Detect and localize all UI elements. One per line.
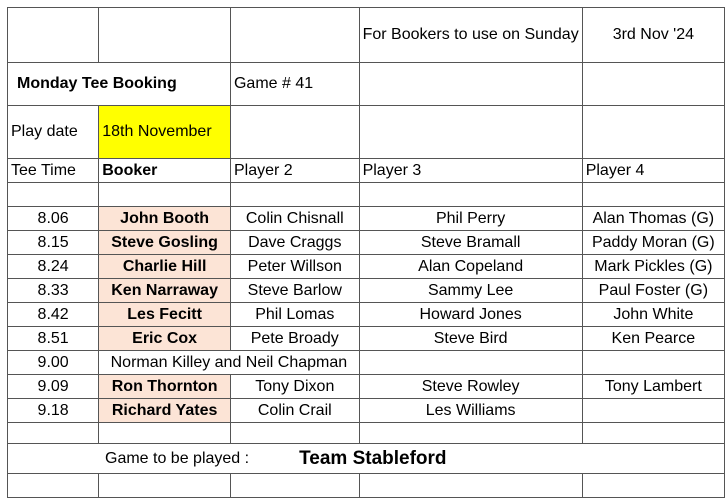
player-2-cell: Steve Barlow xyxy=(230,279,359,303)
tee-time: 9.00 xyxy=(8,351,99,375)
player-3-cell: Steve Rowley xyxy=(359,375,582,399)
player-4-cell: Paddy Moran (G) xyxy=(582,231,724,255)
player-2-cell: Colin Crail xyxy=(230,399,359,423)
table-row xyxy=(8,303,725,327)
column-header: Booker xyxy=(99,159,231,183)
table-row xyxy=(8,327,725,351)
empty-cell xyxy=(582,351,724,375)
booker-cell: Eric Cox xyxy=(99,327,231,351)
play-date-label: Play date xyxy=(8,106,99,159)
spacer-row xyxy=(8,474,725,498)
column-header: Player 4 xyxy=(582,159,724,183)
empty-cell xyxy=(582,106,724,159)
date-posted: 3rd Nov '24 xyxy=(582,8,724,63)
tee-time: 8.15 xyxy=(8,231,99,255)
empty-cell xyxy=(230,106,359,159)
game-label: Game to be played : xyxy=(8,444,360,474)
player-2-cell: Pete Broady xyxy=(230,327,359,351)
game-type: Team Stableford xyxy=(299,448,447,469)
booker-cell: Ron Thornton xyxy=(99,375,231,399)
booker-cell: Les Fecitt xyxy=(99,303,231,327)
table-row xyxy=(8,231,725,255)
play-date-value: 18th November xyxy=(99,106,231,159)
column-header-row xyxy=(8,159,725,183)
player-2-cell: Dave Craggs xyxy=(230,231,359,255)
player-3-cell: Steve Bramall xyxy=(359,231,582,255)
player-2-cell: Tony Dixon xyxy=(230,375,359,399)
player-4-cell: Paul Foster (G) xyxy=(582,279,724,303)
column-header: Player 3 xyxy=(359,159,582,183)
table-row xyxy=(8,207,725,231)
player-3-cell: Les Williams xyxy=(359,399,582,423)
tee-time: 8.42 xyxy=(8,303,99,327)
player-4-cell: Tony Lambert xyxy=(582,375,724,399)
empty-cell xyxy=(8,8,99,63)
booker-cell: John Booth xyxy=(99,207,231,231)
booker-cell: Steve Gosling xyxy=(99,231,231,255)
spacer-row xyxy=(8,183,725,207)
player-2-cell: Phil Lomas xyxy=(230,303,359,327)
empty-cell xyxy=(359,63,582,106)
bookers-note: For Bookers to use on Sunday xyxy=(359,8,582,63)
spacer-row xyxy=(8,423,725,444)
empty-cell xyxy=(230,8,359,63)
booker-cell: Ken Narraway xyxy=(99,279,231,303)
table-row xyxy=(8,255,725,279)
empty-cell xyxy=(582,63,724,106)
player-3-cell: Alan Copeland xyxy=(359,255,582,279)
title-row xyxy=(8,63,725,106)
tee-time: 9.18 xyxy=(8,399,99,423)
game-number: Game # 41 xyxy=(230,63,359,106)
empty-cell xyxy=(359,351,582,375)
play-date-row xyxy=(8,106,725,159)
header-row xyxy=(8,8,725,63)
page-title: Monday Tee Booking xyxy=(8,63,231,106)
tee-time: 8.24 xyxy=(8,255,99,279)
tee-time: 8.06 xyxy=(8,207,99,231)
game-type-cell xyxy=(299,444,724,474)
empty-cell xyxy=(359,106,582,159)
tee-time: 8.51 xyxy=(8,327,99,351)
column-header: Tee Time xyxy=(8,159,99,183)
player-2-cell: Peter Willson xyxy=(230,255,359,279)
booker-cell: Charlie Hill xyxy=(99,255,231,279)
player-2-cell: Colin Chisnall xyxy=(230,207,359,231)
tee-time: 8.33 xyxy=(8,279,99,303)
player-4-cell xyxy=(582,399,724,423)
player-4-cell: Ken Pearce xyxy=(582,327,724,351)
player-3-cell: Steve Bird xyxy=(359,327,582,351)
booker-cell: Richard Yates xyxy=(99,399,231,423)
player-3-cell: Howard Jones xyxy=(359,303,582,327)
player-4-cell: Alan Thomas (G) xyxy=(582,207,724,231)
table-row xyxy=(8,375,725,399)
table-row xyxy=(8,399,725,423)
booking-note: Norman Killey and Neil Chapman xyxy=(99,351,359,375)
player-4-cell: Mark Pickles (G) xyxy=(582,255,724,279)
footer-row xyxy=(8,444,725,474)
column-header: Player 2 xyxy=(230,159,359,183)
player-3-cell: Sammy Lee xyxy=(359,279,582,303)
player-3-cell: Phil Perry xyxy=(359,207,582,231)
tee-time: 9.09 xyxy=(8,375,99,399)
empty-cell xyxy=(99,8,231,63)
table-row xyxy=(8,351,725,375)
tee-booking-sheet xyxy=(7,7,725,498)
table-row xyxy=(8,279,725,303)
player-4-cell: John White xyxy=(582,303,724,327)
